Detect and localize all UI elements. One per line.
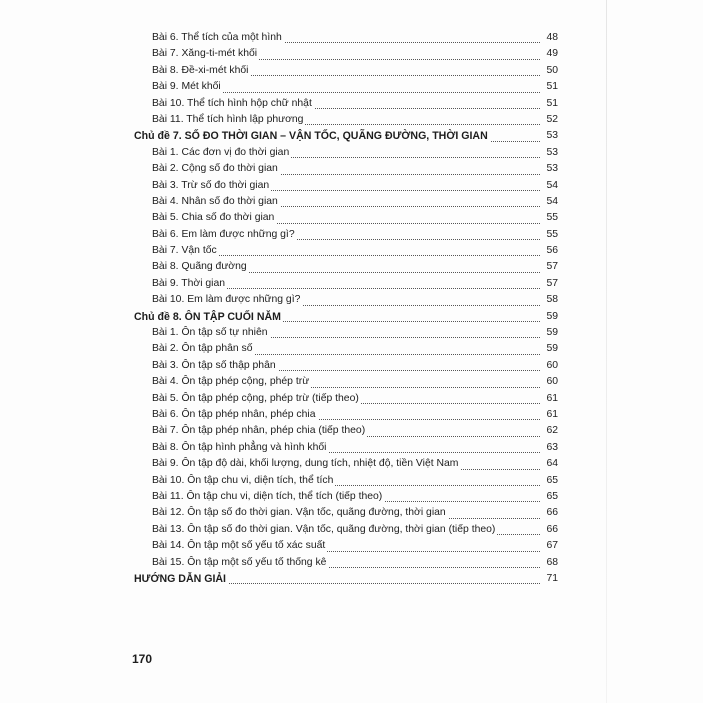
toc-entry-page: 65 (540, 489, 558, 505)
toc-entry-page: 60 (540, 374, 558, 390)
toc-entry-page: 48 (540, 30, 558, 46)
toc-lesson-entry (134, 407, 558, 423)
toc-lesson-entry (134, 423, 558, 439)
toc-lesson-entry (134, 489, 558, 505)
toc-entry-label: Bài 14. Ôn tập một số yếu tố xác suất (152, 538, 327, 554)
toc-entry-page: 56 (540, 243, 558, 259)
toc-entry-label: Bài 7. Ôn tập phép nhân, phép chia (tiếp theo) (152, 423, 367, 439)
toc-entry-label: Bài 11. Thể tích hình lập phương (152, 112, 305, 128)
toc-entry-label: Bài 11. Ôn tập chu vi, diện tích, thể tích (tiếp theo) (152, 489, 384, 505)
toc-lesson-entry (134, 161, 558, 177)
toc-chapter-entry (134, 128, 558, 144)
toc-entry-label: Bài 13. Ôn tập số đo thời gian. Vận tốc, quãng đường, thời gian (tiếp theo) (152, 522, 497, 538)
toc-entry-page: 51 (540, 96, 558, 112)
toc-lesson-entry (134, 259, 558, 275)
toc-lesson-entry (134, 473, 558, 489)
toc-entry-label: Bài 5. Ôn tập phép cộng, phép trừ (tiếp theo) (152, 391, 361, 407)
toc-entry-page: 57 (540, 276, 558, 292)
toc-entry-label: Bài 5. Chia số đo thời gian (152, 210, 276, 226)
toc-lesson-entry (134, 555, 558, 571)
toc-entry-page: 59 (540, 341, 558, 357)
toc-lesson-entry (134, 391, 558, 407)
toc-entry-page: 55 (540, 227, 558, 243)
toc-entry-label: Bài 4. Ôn tập phép cộng, phép trừ (152, 374, 311, 390)
toc-entry-page: 52 (540, 112, 558, 128)
toc-lesson-entry (134, 178, 558, 194)
toc-entry-page: 62 (540, 423, 558, 439)
toc-entry-label: Bài 6. Thể tích của một hình (152, 30, 284, 46)
toc-lesson-entry (134, 243, 558, 259)
toc-lesson-entry (134, 325, 558, 341)
toc-lesson-entry (134, 292, 558, 308)
toc-entry-page: 64 (540, 456, 558, 472)
toc-entry-label: Chủ đề 8. ÔN TẬP CUỐI NĂM (134, 309, 283, 325)
toc-entry-page: 55 (540, 210, 558, 226)
toc-lesson-entry (134, 341, 558, 357)
toc-guide-entry (134, 571, 558, 587)
toc-entry-label: HƯỚNG DẪN GIẢI (134, 571, 228, 587)
toc-entry-page: 59 (540, 325, 558, 341)
toc-entry-page: 54 (540, 194, 558, 210)
toc-lesson-entry (134, 112, 558, 128)
toc-entry-page: 66 (540, 505, 558, 521)
page-number: 170 (132, 652, 153, 666)
toc-entry-page: 63 (540, 440, 558, 456)
toc-entry-label: Bài 2. Ôn tập phân số (152, 341, 255, 357)
toc-lesson-entry (134, 63, 558, 79)
toc-entry-label: Bài 8. Ôn tập hình phẳng và hình khối (152, 440, 328, 456)
toc-entry-page: 66 (540, 522, 558, 538)
toc-entry-page: 51 (540, 79, 558, 95)
toc-entry-label: Chủ đề 7. SỐ ĐO THỜI GIAN – VẬN TỐC, QUÃNG ĐƯỜNG, THỜI GIAN (134, 128, 490, 144)
page-edge-shadow (606, 0, 607, 703)
toc-entry-page: 61 (540, 407, 558, 423)
toc-lesson-entry (134, 96, 558, 112)
toc-lesson-entry (134, 79, 558, 95)
toc-entry-page: 53 (540, 128, 558, 144)
toc-entry-label: Bài 10. Ôn tập chu vi, diện tích, thể tích (152, 473, 335, 489)
toc-lesson-entry (134, 374, 558, 390)
toc-entry-label: Bài 9. Ôn tập độ dài, khối lượng, dung tích, nhiệt độ, tiền Việt Nam (152, 456, 460, 472)
toc-entry-label: Bài 7. Xăng-ti-mét khối (152, 46, 259, 62)
toc-entry-label: Bài 1. Các đơn vị đo thời gian (152, 145, 291, 161)
toc-entry-page: 59 (540, 309, 558, 325)
toc-entry-page: 60 (540, 358, 558, 374)
toc-lesson-entry (134, 46, 558, 62)
toc-entry-label: Bài 15. Ôn tập một số yếu tố thống kê (152, 555, 328, 571)
toc-entry-label: Bài 8. Đề-xi-mét khối (152, 63, 250, 79)
toc-entry-label: Bài 3. Ôn tập số thập phân (152, 358, 278, 374)
toc-lesson-entry (134, 538, 558, 554)
toc-entry-label: Bài 10. Em làm được những gì? (152, 292, 302, 308)
toc-entry-page: 61 (540, 391, 558, 407)
toc-entry-label: Bài 6. Em làm được những gì? (152, 227, 297, 243)
toc-entry-page: 71 (540, 571, 558, 587)
toc-entry-label: Bài 3. Trừ số đo thời gian (152, 178, 271, 194)
toc-lesson-entry (134, 358, 558, 374)
toc-entry-label: Bài 9. Thời gian (152, 276, 227, 292)
toc-entry-label: Bài 12. Ôn tập số đo thời gian. Vận tốc, quãng đường, thời gian (152, 505, 448, 521)
toc-lesson-entry (134, 210, 558, 226)
toc-entry-page: 53 (540, 161, 558, 177)
toc-entry-page: 49 (540, 46, 558, 62)
toc-entry-label: Bài 1. Ôn tập số tự nhiên (152, 325, 270, 341)
toc-entry-page: 50 (540, 63, 558, 79)
table-of-contents (134, 30, 558, 587)
toc-entry-page: 68 (540, 555, 558, 571)
toc-lesson-entry (134, 456, 558, 472)
toc-entry-label: Bài 8. Quãng đường (152, 259, 249, 275)
toc-entry-page: 65 (540, 473, 558, 489)
toc-entry-label: Bài 4. Nhân số đo thời gian (152, 194, 280, 210)
toc-entry-page: 57 (540, 259, 558, 275)
toc-entry-label: Bài 2. Cộng số đo thời gian (152, 161, 280, 177)
toc-entry-page: 58 (540, 292, 558, 308)
toc-lesson-entry (134, 276, 558, 292)
toc-entry-page: 54 (540, 178, 558, 194)
toc-entry-label: Bài 10. Thể tích hình hộp chữ nhật (152, 96, 314, 112)
toc-lesson-entry (134, 505, 558, 521)
toc-entry-label: Bài 9. Mét khối (152, 79, 223, 95)
toc-lesson-entry (134, 440, 558, 456)
toc-lesson-entry (134, 522, 558, 538)
toc-entry-label: Bài 7. Vận tốc (152, 243, 219, 259)
toc-lesson-entry (134, 227, 558, 243)
toc-lesson-entry (134, 30, 558, 46)
toc-entry-label: Bài 6. Ôn tập phép nhân, phép chia (152, 407, 318, 423)
toc-lesson-entry (134, 194, 558, 210)
toc-chapter-entry (134, 309, 558, 325)
toc-entry-page: 53 (540, 145, 558, 161)
toc-entry-page: 67 (540, 538, 558, 554)
toc-lesson-entry (134, 145, 558, 161)
